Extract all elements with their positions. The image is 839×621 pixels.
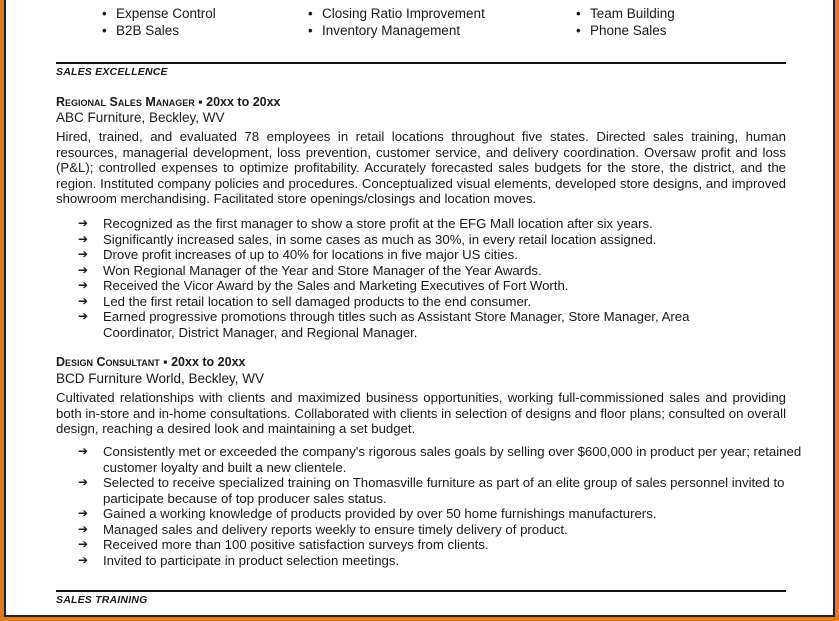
- arrow-icon: ➔: [78, 231, 89, 246]
- skill-item: • Closing Ratio Improvement: [308, 6, 485, 21]
- skill-item: • Inventory Management: [308, 23, 461, 38]
- list-item: ➔ Received the Vicor Award by the Sales and Marketing Executives of Fort Worth.: [78, 278, 569, 293]
- company-name: ABC Furniture, Beckley, WV: [56, 110, 225, 125]
- arrow-icon: ➔: [78, 216, 89, 230]
- skills-list: [56, 6, 786, 42]
- arrow-icon: ➔: [78, 552, 89, 567]
- skill-item: • Phone Sales: [576, 23, 667, 38]
- arrow-icon: ➔: [78, 262, 89, 277]
- job-title: Regional Sales Manager ▪ 20xx to 20xx: [56, 95, 281, 109]
- arrow-icon: ➔: [78, 444, 89, 458]
- section-divider: [56, 590, 786, 592]
- arrow-icon: ➔: [78, 247, 89, 261]
- arrow-icon: ➔: [78, 309, 89, 323]
- list-item: ➔ Selected to receive specialized training on Thomasville furniture as part of an elite group of sales personnel invited to participate because of top producer sales status.: [78, 475, 785, 506]
- list-item: ➔ Consistently met or exceeded the company's rigorous sales goals by selling over $600,000 in product per year; retained customer loyalty and built a new clientele.: [78, 444, 802, 475]
- arrow-icon: ➔: [78, 475, 89, 489]
- arrow-icon: ➔: [78, 278, 89, 292]
- list-item: ➔ Gained a working knowledge of products provided by over 50 home furnishings manufacturers.: [78, 506, 657, 521]
- achievement-list: [56, 444, 802, 568]
- list-item: ➔ Managed sales and delivery reports weekly to ensure timely delivery of product.: [78, 521, 568, 537]
- company-name: BCD Furniture World, Beckley, WV: [56, 371, 265, 386]
- list-item: ➔ Earned progressive promotions through titles such as Assistant Store Manager, Store Manager, Area Coordinator, District Manager, and Regional Manager.: [78, 309, 690, 340]
- list-item: ➔ Led the first retail location to sell damaged products to the end consumer.: [78, 293, 532, 309]
- list-item: ➔ Invited to participate in product selection meetings.: [78, 552, 400, 568]
- skill-item: • Expense Control: [102, 6, 216, 21]
- skill-item: • Team Building: [576, 6, 675, 21]
- list-item: ➔ Recognized as the first manager to show a store profit at the EFG Mall location after six years.: [78, 216, 653, 231]
- section-heading-sales-excellence: SALES EXCELLENCE: [56, 66, 168, 78]
- arrow-icon: ➔: [78, 293, 89, 308]
- skill-item: • B2B Sales: [102, 23, 180, 38]
- list-item: ➔ Significantly increased sales, in some cases as much as 30%, in every retail location assigned.: [78, 231, 657, 247]
- section-heading-sales-training: SALES TRAINING: [56, 594, 148, 606]
- arrow-icon: ➔: [78, 521, 89, 536]
- achievement-list: [56, 216, 786, 340]
- arrow-icon: ➔: [78, 537, 89, 551]
- section-divider: [56, 62, 786, 64]
- arrow-icon: ➔: [78, 506, 89, 520]
- list-item: ➔ Drove profit increases of up to 40% for locations in five major US cities.: [78, 247, 518, 262]
- job-title: Design Consultant ▪ 20xx to 20xx: [56, 355, 246, 369]
- list-item: ➔ Won Regional Manager of the Year and Store Manager of the Year Awards.: [78, 262, 542, 278]
- list-item: ➔ Received more than 100 positive satisfaction surveys from clients.: [78, 537, 489, 552]
- job-summary: Hired, trained, and evaluated 78 employees in retail locations throughout five states. Directed sales training, human resources, managerial development, loss prevention, customer service, and delivery coordination. Oversaw profit and loss (P&L); controlled expenses to optimize profitability. Accurately forecasted sales budgets for the store, the district, and the region. Instituted company policies and procedures. Conceptualized visual elements, developed store designs, and improved showroom merchandising. Facilitated store openings/closings and location moves.: [56, 129, 786, 207]
- job-summary: Cultivated relationships with clients and maximized business opportunities, working full-commissioned sales and providing both in-store and in-home consultations. Collaborated with clients in selection of designs and floor plans; consulted on overall design, reaching a desired look and maintaining a set budget.: [56, 390, 786, 437]
